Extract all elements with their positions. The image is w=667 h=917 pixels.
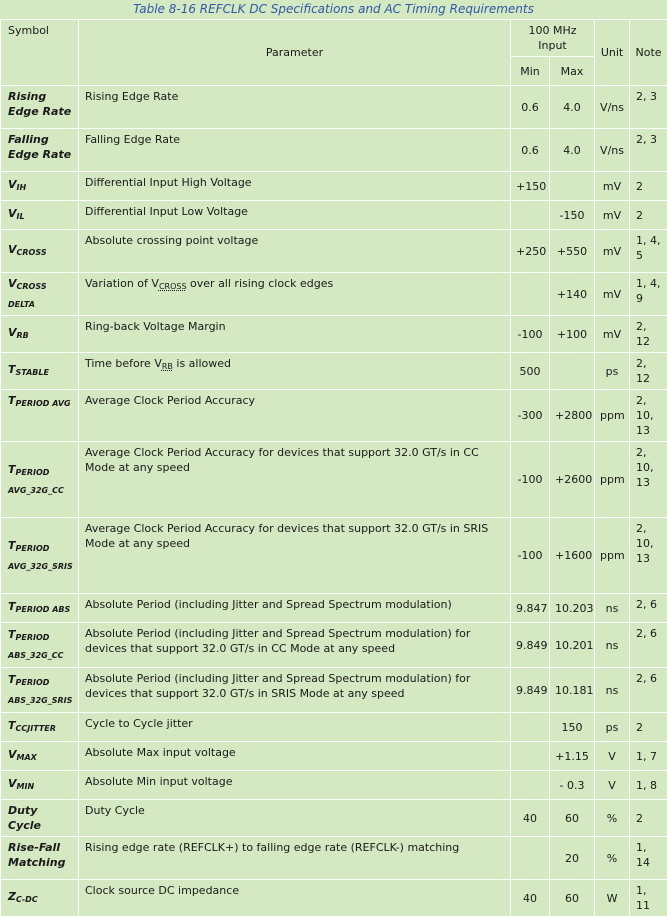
symbol-cell [1, 129, 79, 172]
max-cell: 4.0 [550, 129, 595, 172]
table-row [1, 353, 667, 390]
parameter-text: Absolute crossing point voltage [85, 234, 258, 247]
min-cell: -100 [511, 442, 550, 518]
min-cell: -300 [511, 390, 550, 442]
max-cell: 10.203 [550, 594, 595, 623]
table-caption: Table 8-16 REFCLK DC Specifications and AC Timing Requirements [0, 0, 667, 19]
symbol-cell [1, 230, 79, 273]
table-row [1, 771, 667, 800]
max-cell: 20 [550, 837, 595, 880]
unit-cell: V/ns [595, 129, 630, 172]
unit-cell: mV [595, 172, 630, 201]
min-cell [511, 201, 550, 230]
unit-cell: V/ns [595, 86, 630, 129]
symbol-cell [1, 880, 79, 917]
unit-cell: ppm [595, 442, 630, 518]
header-max: Max [550, 57, 595, 86]
parameter-text: Rising Edge Rate [85, 90, 178, 103]
table-row [1, 316, 667, 353]
parameter-cell [79, 129, 511, 172]
note-cell: 1, 7 [630, 742, 667, 771]
symbol-cell [1, 800, 79, 837]
max-cell: 150 [550, 713, 595, 742]
table-row [1, 742, 667, 771]
note-cell: 2, 10, 13 [630, 518, 667, 594]
header-unit: Unit [595, 20, 630, 86]
symbol-main: Falling Edge Rate [8, 133, 71, 161]
max-cell: +1.15 [550, 742, 595, 771]
unit-cell: V [595, 771, 630, 800]
parameter-text-pre: Variation of V [85, 277, 159, 290]
symbol-subscript: CROSS DELTA [8, 282, 47, 309]
parameter-subscript: CROSS [159, 282, 187, 291]
unit-cell: mV [595, 201, 630, 230]
symbol-main: T [8, 673, 16, 686]
parameter-cell [79, 837, 511, 880]
min-cell: +150 [511, 172, 550, 201]
symbol-cell [1, 668, 79, 713]
note-cell: 1, 4, 5 [630, 230, 667, 273]
max-cell: +1600 [550, 518, 595, 594]
min-cell: 500 [511, 353, 550, 390]
min-cell: 9.847 [511, 594, 550, 623]
note-cell: 2 [630, 172, 667, 201]
symbol-cell [1, 518, 79, 594]
max-cell: 60 [550, 880, 595, 917]
unit-cell: W [595, 880, 630, 917]
header-note: Note [630, 20, 667, 86]
parameter-text: Cycle to Cycle jitter [85, 717, 193, 730]
parameter-subscript: RB [162, 362, 173, 371]
header-min: Min [511, 57, 550, 86]
symbol-cell [1, 713, 79, 742]
note-cell: 2 [630, 201, 667, 230]
parameter-text-post: is allowed [173, 357, 231, 370]
symbol-main: T [8, 719, 16, 732]
parameter-cell [79, 623, 511, 668]
note-cell: 2, 6 [630, 594, 667, 623]
symbol-main: T [8, 363, 16, 376]
note-cell: 1, 14 [630, 837, 667, 880]
symbol-main: V [8, 277, 17, 290]
symbol-main: V [8, 748, 17, 761]
parameter-text: Falling Edge Rate [85, 133, 180, 146]
parameter-cell [79, 442, 511, 518]
table-row [1, 442, 667, 518]
unit-cell: ns [595, 623, 630, 668]
symbol-cell [1, 273, 79, 316]
symbol-main: T [8, 600, 16, 613]
table-row [1, 86, 667, 129]
parameter-cell [79, 518, 511, 594]
header-input-group: 100 MHz Input [511, 20, 595, 57]
max-cell: -150 [550, 201, 595, 230]
note-cell: 1, 8 [630, 771, 667, 800]
parameter-cell [79, 201, 511, 230]
parameter-cell [79, 713, 511, 742]
parameter-cell [79, 771, 511, 800]
symbol-cell [1, 837, 79, 880]
symbol-main: T [8, 539, 16, 552]
parameter-text-post: over all rising clock edges [187, 277, 334, 290]
table-row [1, 800, 667, 837]
max-cell: 60 [550, 800, 595, 837]
symbol-cell [1, 742, 79, 771]
symbol-subscript: MIN [17, 782, 35, 791]
parameter-cell [79, 668, 511, 713]
parameter-text: Differential Input High Voltage [85, 176, 252, 189]
table-row [1, 837, 667, 880]
parameter-text: Clock source DC impedance [85, 884, 239, 897]
table-row [1, 390, 667, 442]
min-cell: +250 [511, 230, 550, 273]
note-cell: 2, 3 [630, 86, 667, 129]
unit-cell: ns [595, 594, 630, 623]
unit-cell: ps [595, 713, 630, 742]
parameter-text: Absolute Period (including Jitter and Spread Spectrum modulation) for devices that support 32.0 GT/s in SRIS Mode at any speed [85, 672, 470, 700]
symbol-subscript: PERIOD ABS_32G_SRIS [8, 678, 72, 705]
unit-cell: ns [595, 668, 630, 713]
table-row [1, 713, 667, 742]
symbol-main: Rising Edge Rate [8, 90, 71, 118]
parameter-text-pre: Time before V [85, 357, 162, 370]
symbol-cell [1, 201, 79, 230]
symbol-main: T [8, 628, 16, 641]
parameter-cell [79, 273, 511, 316]
unit-cell: V [595, 742, 630, 771]
min-cell: 0.6 [511, 86, 550, 129]
table-body [1, 86, 667, 917]
symbol-main: V [8, 777, 17, 790]
max-cell [550, 353, 595, 390]
parameter-cell [79, 353, 511, 390]
parameter-text: Ring-back Voltage Margin [85, 320, 226, 333]
symbol-main: Z [8, 890, 16, 903]
parameter-text: Absolute Min input voltage [85, 775, 232, 788]
table-row [1, 518, 667, 594]
unit-cell: ppm [595, 518, 630, 594]
symbol-main: V [8, 178, 17, 191]
min-cell [511, 273, 550, 316]
symbol-subscript: RB [17, 331, 29, 340]
symbol-cell [1, 442, 79, 518]
min-cell: 0.6 [511, 129, 550, 172]
unit-cell: % [595, 800, 630, 837]
parameter-text: Average Clock Period Accuracy [85, 394, 255, 407]
table-row [1, 594, 667, 623]
min-cell: 9.849 [511, 668, 550, 713]
symbol-subscript: IH [17, 183, 27, 192]
unit-cell: % [595, 837, 630, 880]
symbol-subscript: PERIOD ABS [16, 605, 71, 614]
symbol-main: Duty Cycle [8, 804, 41, 832]
note-cell: 2, 12 [630, 316, 667, 353]
table-row [1, 129, 667, 172]
symbol-subscript: MAX [17, 753, 37, 762]
unit-cell: mV [595, 273, 630, 316]
table-row [1, 201, 667, 230]
parameter-text: Differential Input Low Voltage [85, 205, 248, 218]
header-parameter: Parameter [79, 20, 511, 86]
symbol-main: T [8, 463, 16, 476]
symbol-subscript: PERIOD AVG_32G_CC [8, 468, 64, 495]
parameter-text: Average Clock Period Accuracy for devices that support 32.0 GT/s in CC Mode at any speed [85, 446, 479, 474]
parameter-cell [79, 800, 511, 837]
symbol-cell [1, 316, 79, 353]
min-cell [511, 771, 550, 800]
symbol-cell [1, 623, 79, 668]
note-cell: 1, 11 [630, 880, 667, 917]
note-cell: 2, 6 [630, 668, 667, 713]
refclk-spec-table [0, 19, 667, 917]
min-cell: 40 [511, 800, 550, 837]
unit-cell: ps [595, 353, 630, 390]
table-row [1, 172, 667, 201]
max-cell: +550 [550, 230, 595, 273]
min-cell [511, 742, 550, 771]
symbol-subscript: CCJITTER [16, 724, 56, 733]
max-cell: +140 [550, 273, 595, 316]
symbol-cell [1, 771, 79, 800]
symbol-main: T [8, 394, 16, 407]
unit-cell: mV [595, 316, 630, 353]
unit-cell: ppm [595, 390, 630, 442]
parameter-text: Duty Cycle [85, 804, 145, 817]
table-row [1, 273, 667, 316]
parameter-text: Absolute Period (including Jitter and Spread Spectrum modulation) [85, 598, 452, 611]
note-cell: 2 [630, 713, 667, 742]
symbol-main: V [8, 326, 17, 339]
max-cell: +100 [550, 316, 595, 353]
parameter-cell [79, 230, 511, 273]
max-cell [550, 172, 595, 201]
symbol-subscript: CROSS [17, 248, 47, 257]
max-cell: +2600 [550, 442, 595, 518]
symbol-cell [1, 86, 79, 129]
symbol-cell [1, 390, 79, 442]
symbol-subscript: PERIOD AVG [16, 399, 71, 408]
note-cell: 2, 10, 13 [630, 442, 667, 518]
parameter-cell [79, 880, 511, 917]
max-cell: 4.0 [550, 86, 595, 129]
table-row [1, 230, 667, 273]
max-cell: - 0.3 [550, 771, 595, 800]
parameter-text: Average Clock Period Accuracy for devices that support 32.0 GT/s in SRIS Mode at any speed [85, 522, 488, 550]
parameter-text: Rising edge rate (REFCLK+) to falling edge rate (REFCLK-) matching [85, 841, 459, 854]
parameter-cell [79, 316, 511, 353]
parameter-cell [79, 594, 511, 623]
symbol-subscript: PERIOD AVG_32G_SRIS [8, 544, 73, 571]
note-cell: 1, 4, 9 [630, 273, 667, 316]
symbol-cell [1, 172, 79, 201]
note-cell: 2, 6 [630, 623, 667, 668]
max-cell: 10.201 [550, 623, 595, 668]
symbol-subscript: PERIOD ABS_32G_CC [8, 633, 64, 660]
parameter-cell [79, 172, 511, 201]
unit-cell: mV [595, 230, 630, 273]
min-cell: -100 [511, 316, 550, 353]
min-cell: 9.849 [511, 623, 550, 668]
header-symbol: Symbol [1, 20, 79, 86]
min-cell: -100 [511, 518, 550, 594]
symbol-cell [1, 594, 79, 623]
symbol-main: V [8, 243, 17, 256]
table-row [1, 668, 667, 713]
table-row [1, 880, 667, 917]
symbol-main: Rise-Fall Matching [8, 841, 65, 869]
symbol-subscript: STABLE [16, 368, 49, 377]
symbol-subscript: IL [17, 212, 25, 221]
symbol-subscript: C-DC [16, 895, 38, 904]
parameter-cell [79, 86, 511, 129]
note-cell: 2 [630, 800, 667, 837]
symbol-main: V [8, 207, 17, 220]
parameter-cell [79, 390, 511, 442]
parameter-cell [79, 742, 511, 771]
note-cell: 2, 3 [630, 129, 667, 172]
note-cell: 2, 10, 13 [630, 390, 667, 442]
min-cell [511, 713, 550, 742]
note-cell: 2, 12 [630, 353, 667, 390]
min-cell [511, 837, 550, 880]
parameter-text: Absolute Period (including Jitter and Spread Spectrum modulation) for devices that support 32.0 GT/s in CC Mode at any speed [85, 627, 470, 655]
symbol-cell [1, 353, 79, 390]
parameter-text: Absolute Max input voltage [85, 746, 236, 759]
max-cell: 10.181 [550, 668, 595, 713]
min-cell: 40 [511, 880, 550, 917]
table-row [1, 623, 667, 668]
max-cell: +2800 [550, 390, 595, 442]
